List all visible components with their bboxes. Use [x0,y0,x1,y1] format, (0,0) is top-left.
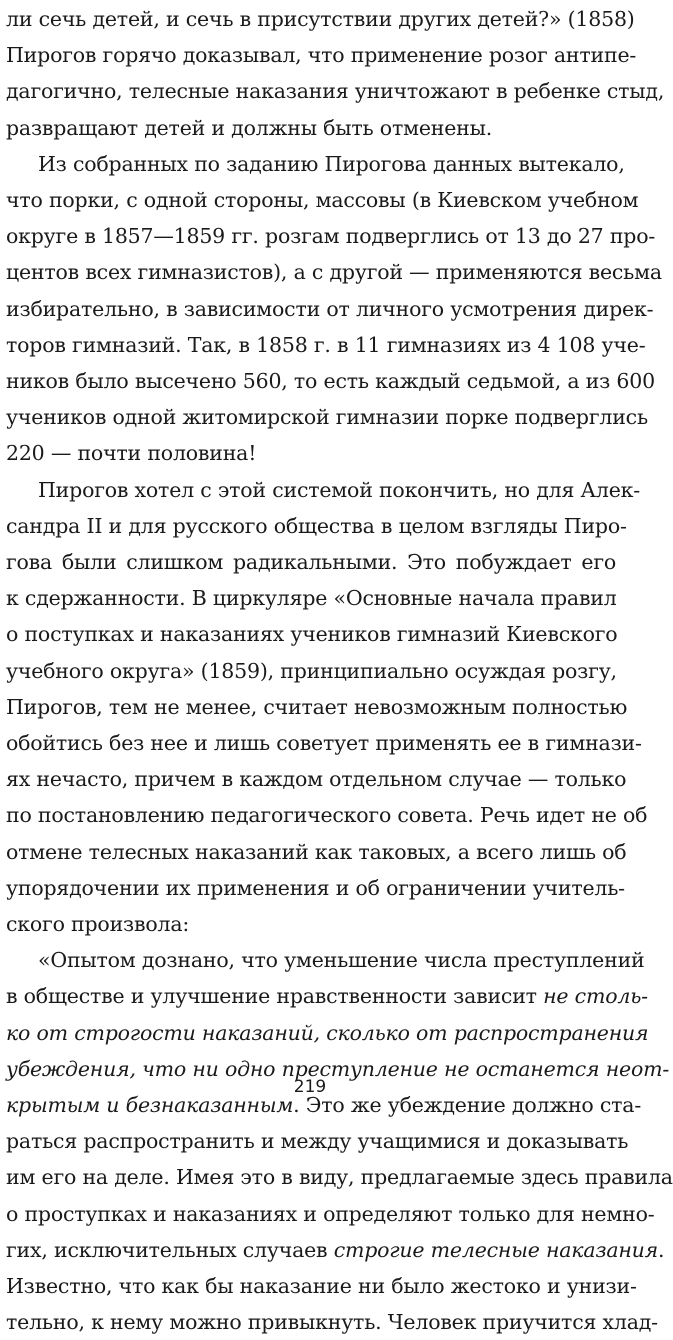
text-line [6,399,648,435]
text-line [6,327,646,363]
text-segment: . Это же убеждение должно ста- [293,1093,642,1117]
text-line [6,182,639,218]
text-line [38,942,645,978]
text-segment: ях нечасто, причем в каждом отдельном случае — только [6,767,627,792]
text-segment: Пирогов хотел с этой системой покончить, но для Алек- [38,477,640,502]
text-line [6,653,616,689]
text-line [6,689,628,725]
text-line [6,291,654,327]
text-line [6,906,189,942]
text-segment: Пирогов горячо доказывал, что применение розог антипе- [6,43,637,68]
text-line [6,363,655,399]
text-line [6,1268,637,1304]
text-segment: развращают детей и должны быть отменены. [6,115,493,140]
text-line [6,435,256,471]
text-segment: гих, исключительных случаев [6,1237,334,1262]
page-number: 219 [293,1077,327,1097]
text-segment: упорядочении их применения и об ограничении учитель- [6,875,625,900]
text-segment: о поступках и наказаниях учеников гимназий Киевского [6,622,618,647]
text-line [38,472,640,508]
text-segment: центов всех гимназистов), а с другой — применяются весьма [6,260,662,285]
text-segment: раться распространить и между учащимися и доказывать [6,1129,629,1154]
text-segment: к сдержанности. В циркуляре «Основные начала правил [6,586,617,611]
text-line [6,1232,665,1268]
text-line [6,834,627,870]
text-line [6,761,627,797]
text-segment: сандра II и для русского общества в целом взгляды Пиро- [6,513,627,538]
text-line [6,218,656,254]
text-line [6,1196,655,1232]
text-segment: дагогично, телесные наказания уничтожают в ребенке стыд, [6,79,665,104]
italic-text: строгие телесные наказания [333,1237,659,1262]
text-line [6,508,627,544]
text-segment: в обществе и улучшение нравственности зависит [6,984,544,1009]
text-segment: гова были слишком радикальными. Это побуждает его [6,550,616,574]
text-line [6,1123,629,1159]
text-segment: торов гимназий. Так, в 1858 г. в 11 гимназиях из 4 108 уче- [6,332,646,357]
text-line [6,580,616,616]
italic-text: ко от строгости наказаний, сколько от распространения [6,1020,649,1045]
text-segment: отмене телесных наказаний как таковых, а всего лишь об [6,839,627,864]
text-segment: Пирогов, тем не менее, считает невозможным полностью [6,694,628,719]
text-segment: ского произвола: [6,912,190,936]
text-line [6,254,662,290]
text-line [6,725,642,761]
text-line [6,1015,649,1051]
text-segment: ников было высечено 560, то есть каждый седьмой, а из 600 [6,369,655,393]
text-segment: им его на деле. Имея это в виду, предлагаемые здесь правила [6,1165,673,1190]
text-line [38,146,625,182]
text-line [6,1304,658,1340]
text-line [6,978,648,1014]
italic-text: убеждения, что ни одно преступление не останется неот- [6,1056,670,1081]
text-line [6,110,492,146]
text-line [6,1159,673,1195]
text-line [6,73,665,109]
text-line [6,1,635,37]
text-segment: учебного округа» (1859), принципиально осуждая розгу, [6,658,617,683]
text-segment: Известно, что как бы наказание ни было жестоко и унизи- [6,1274,637,1298]
text-segment: . [658,1237,665,1262]
text-line [6,616,616,652]
text-segment: о проступках и наказаниях и определяют только для немно- [6,1201,655,1226]
text-segment: округе в 1857—1859 гг. розгам подверглись от 13 до 27 про- [6,224,656,249]
text-segment: что порки, с одной стороны, массовы (в Киевском учебном [6,188,639,212]
text-segment: «Опытом дознано, что уменьшение числа преступлений [38,948,645,973]
text-segment: избирательно, в зависимости от личного усмотрения дирек- [6,296,654,321]
text-segment: Из собранных по заданию Пирогова данных вытекало, [38,151,625,176]
text-segment: 220 — почти половина! [6,441,257,466]
text-segment: по постановлению педагогического совета. Речь идет не об [6,803,648,828]
text-segment: учеников одной житомирской гимназии порке подверглись [6,405,648,430]
text-line [6,544,616,580]
text-segment: обойтись без нее и лишь советует применять ее в гимнази- [6,731,642,755]
text-line [6,37,637,73]
text-line [6,870,625,906]
italic-text: не столь- [543,984,648,1009]
text-line [6,797,648,833]
text-segment: тельно, к нему можно привыкнуть. Человек приучится хлад- [6,1310,658,1335]
text-segment: ли сечь детей, и сечь в присутствии других детей?» (1858) [6,7,635,31]
italic-text: крытым и безнаказанным [6,1093,294,1117]
